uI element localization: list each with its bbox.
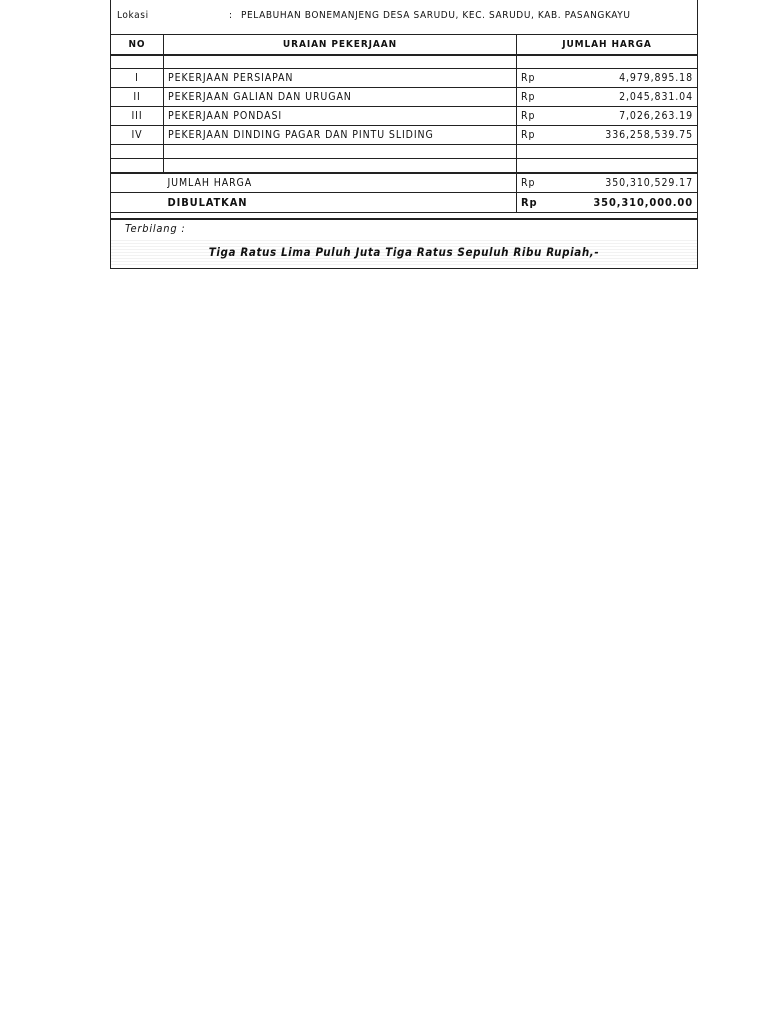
column-header-uraian: URAIAN PEKERJAAN [164, 35, 517, 55]
table-row [111, 126, 698, 145]
jumlah-harga-value: 350,310,529.17 [557, 173, 698, 193]
row-no: III [111, 107, 164, 126]
row-currency: Rp [517, 69, 557, 88]
dibulatkan-label: DIBULATKAN [164, 193, 517, 213]
row-uraian: PEKERJAAN DINDING PAGAR DAN PINTU SLIDING [164, 126, 517, 145]
lokasi-colon: : [229, 10, 233, 21]
lokasi-value: PELABUHAN BONEMANJENG DESA SARUDU, KEC. SARUDU, KAB. PASANGKAYU [241, 10, 631, 21]
table-header-row [111, 35, 698, 55]
lokasi-label: Lokasi [117, 10, 149, 21]
row-value: 336,258,539.75 [557, 126, 698, 145]
row-uraian: PEKERJAAN GALIAN DAN URUGAN [164, 88, 517, 107]
jumlah-harga-currency: Rp [517, 173, 557, 193]
row-uraian: PEKERJAAN PONDASI [164, 107, 517, 126]
dibulatkan-row [111, 193, 698, 213]
terbilang-words: Tiga Ratus Lima Puluh Juta Tiga Ratus Sepuluh Ribu Rupiah,- [111, 240, 697, 265]
table-row [111, 69, 698, 88]
dibulatkan-currency: Rp [517, 193, 557, 213]
jumlah-harga-row [111, 173, 698, 193]
row-no: I [111, 69, 164, 88]
column-header-jumlah: JUMLAH HARGA [517, 35, 698, 55]
row-currency: Rp [517, 126, 557, 145]
jumlah-harga-label: JUMLAH HARGA [164, 173, 517, 193]
table-row [111, 107, 698, 126]
row-value: 7,026,263.19 [557, 107, 698, 126]
row-value: 2,045,831.04 [557, 88, 698, 107]
spacer-row [111, 145, 698, 159]
terbilang-label: Terbilang : [125, 222, 186, 235]
rab-summary-sheet [110, 0, 698, 269]
table-row [111, 88, 698, 107]
row-currency: Rp [517, 88, 557, 107]
row-no: II [111, 88, 164, 107]
spacer-row [111, 55, 698, 69]
row-currency: Rp [517, 107, 557, 126]
cost-summary-table [110, 34, 698, 213]
dibulatkan-value: 350,310,000.00 [557, 193, 698, 213]
row-value: 4,979,895.18 [557, 69, 698, 88]
spacer-row [111, 159, 698, 173]
column-header-no: NO [111, 35, 164, 55]
row-no: IV [111, 126, 164, 145]
terbilang-section [111, 218, 697, 268]
row-uraian: PEKERJAAN PERSIAPAN [164, 69, 517, 88]
